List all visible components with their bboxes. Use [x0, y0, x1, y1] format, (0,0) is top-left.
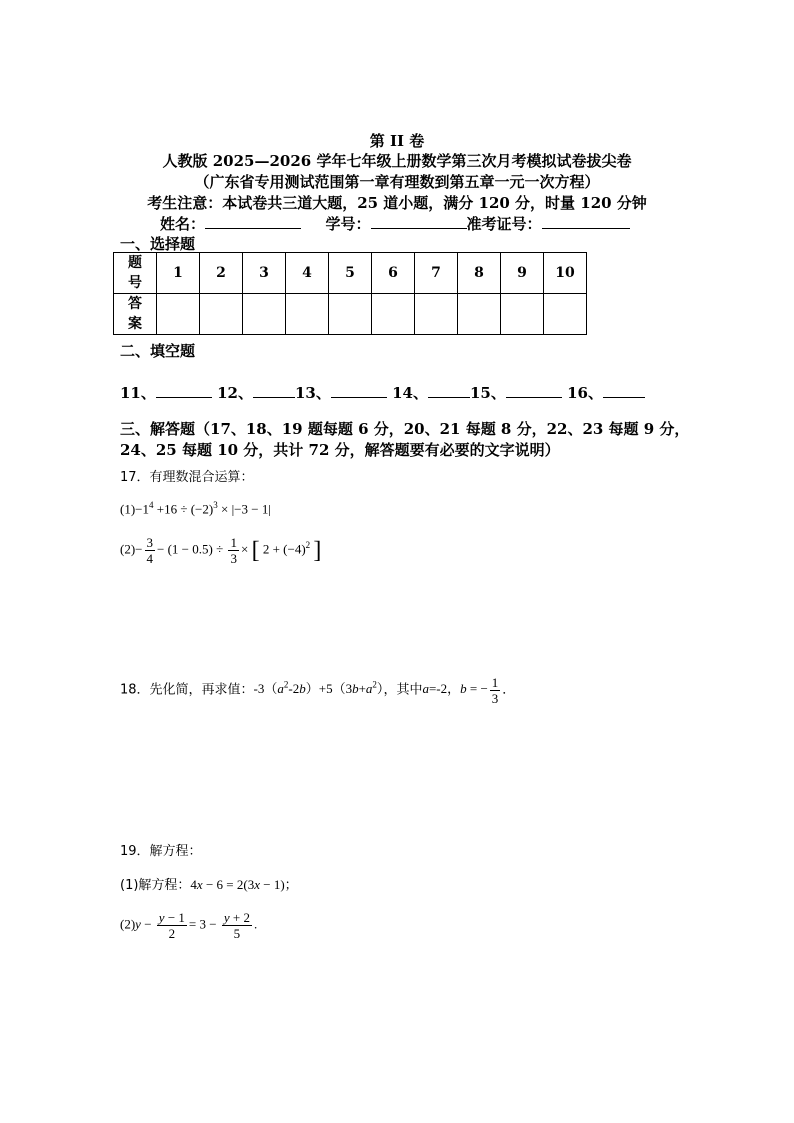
q17-part2: (2)− $\frac{3}{4}$ − (1 − 0.5) ÷ $\frac{1}{3}$ × [ $2 + (-4)^2$ ]	[120, 535, 322, 566]
fill-blanks-line	[120, 382, 645, 403]
fill-blank[interactable]	[428, 383, 470, 398]
id-field[interactable]	[371, 214, 467, 229]
answer-cell[interactable]	[415, 294, 458, 335]
answer-cell[interactable]	[329, 294, 372, 335]
answer-cell[interactable]	[286, 294, 329, 335]
fill-blank[interactable]	[603, 383, 645, 398]
question-number: 7	[415, 253, 458, 294]
fill-item-14: 14、	[392, 384, 428, 402]
name-label: 姓名：	[160, 215, 206, 233]
fill-blank[interactable]	[253, 383, 295, 398]
question-number: 6	[372, 253, 415, 294]
answer-cell[interactable]	[544, 294, 587, 335]
question-number: 2	[200, 253, 243, 294]
exam-notice: 考生注意：本试卷共三道大题，25 道小题，满分 120 分，时量 120 分钟	[147, 194, 647, 212]
answer-cell[interactable]	[157, 294, 200, 335]
question-number: 9	[501, 253, 544, 294]
fill-item-12: 12、	[217, 384, 253, 402]
section-fill-title: 二、填空题	[120, 342, 196, 360]
fill-item-11: 11、	[120, 384, 156, 402]
section-solve-title-2: 24、25 每题 10 分，共计 72 分，解答题要有必要的文字说明）	[120, 441, 560, 459]
answer-cell[interactable]	[458, 294, 501, 335]
fill-blank[interactable]	[506, 383, 562, 398]
q19-stem: 19．解方程：	[120, 844, 202, 859]
exam-no-label: 准考证号：	[466, 215, 542, 233]
volume-label: 第 II 卷	[369, 132, 425, 150]
fill-item-16: 16、	[567, 384, 603, 402]
exam-subtitle: （广东省专用测试范围第一章有理数到第五章一元一次方程）	[194, 173, 600, 191]
question-number: 8	[458, 253, 501, 294]
name-field[interactable]	[205, 214, 301, 229]
answer-cell[interactable]	[200, 294, 243, 335]
q19-part2: (2)y − $\frac{y - 1}{2}$ = 3 − $\frac{y + 2}{5}$ .	[120, 910, 258, 941]
fill-blank[interactable]	[156, 383, 212, 398]
q18-stem: 18．先化简，再求值：$-3(a^2-2b)+5(3b+a^2)$，其中a=-2，b = − $\frac{1}{3}$ ．	[120, 675, 516, 706]
table-row	[114, 294, 587, 335]
q17-stem: 17．有理数混合运算：	[120, 470, 254, 485]
question-number: 1	[157, 253, 200, 294]
student-info-line	[160, 213, 630, 234]
q17-part1: $(1)-1^4 +16 \div (-2)^3 \times |-3 - 1|$	[120, 500, 271, 517]
row-label-number: 题 号	[114, 253, 157, 294]
table-row	[114, 253, 587, 294]
section-solve-title-1: 三、解答题（17、18、19 题每题 6 分，20、21 每题 8 分，22、23 每题 9 分，	[120, 420, 690, 438]
answer-cell[interactable]	[372, 294, 415, 335]
question-number: 5	[329, 253, 372, 294]
fill-blank[interactable]	[331, 383, 387, 398]
fill-item-15: 15、	[469, 384, 506, 402]
exam-no-field[interactable]	[542, 214, 630, 229]
answer-cell[interactable]	[243, 294, 286, 335]
answer-cell[interactable]	[501, 294, 544, 335]
q19-part1: (1)解方程：4x − 6 = 2(3x − 1)；	[120, 877, 298, 893]
question-number: 4	[286, 253, 329, 294]
id-label: 学号：	[325, 215, 371, 233]
section-choice-title: 一、选择题	[120, 235, 196, 253]
answer-table	[113, 252, 587, 335]
question-number: 3	[243, 253, 286, 294]
question-number: 10	[544, 253, 587, 294]
exam-title: 人教版 2025—2026 学年七年级上册数学第三次月考模拟试卷拔尖卷	[162, 152, 632, 170]
row-label-answer: 答 案	[114, 294, 157, 335]
fill-item-13: 13、	[294, 384, 331, 402]
